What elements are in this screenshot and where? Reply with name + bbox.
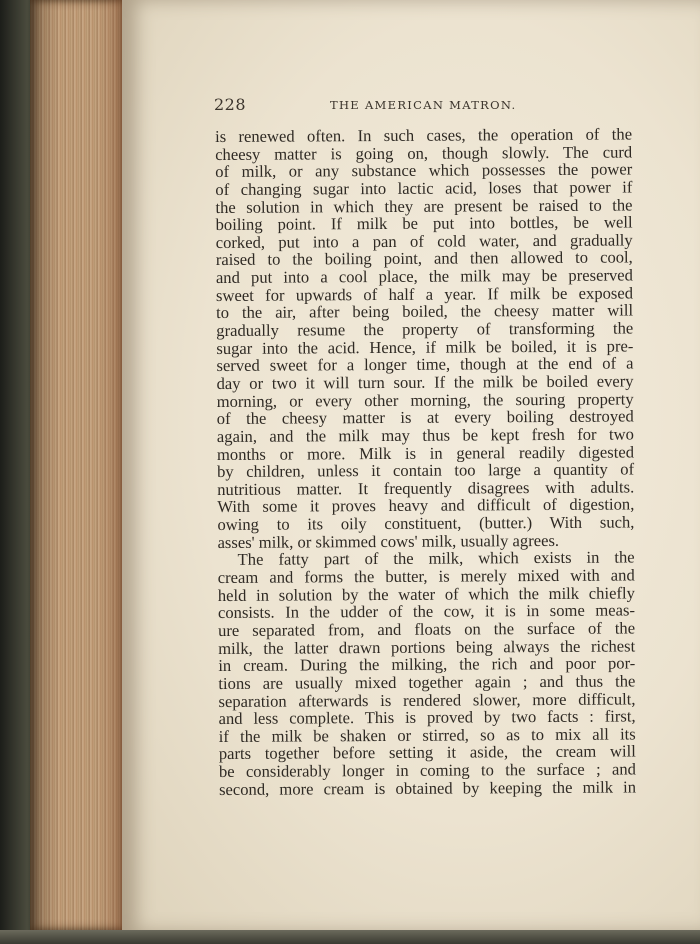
body-text bbox=[215, 125, 636, 798]
text-line: gradually resume the property of transforming the bbox=[216, 318, 634, 341]
text-line: With some it proves heavy and difficult of digestion, bbox=[217, 494, 635, 517]
text-line: cream and forms the butter, is merely mixed with and bbox=[217, 565, 635, 588]
text-line: separation afterwards is rendered slower, more difficult, bbox=[218, 688, 636, 711]
text-line: the solution in which they are present be raised to the bbox=[215, 195, 633, 217]
text-line: by children, unless it contain too large a quantity of bbox=[217, 459, 635, 482]
text-line: of milk, or any substance which possesses the power bbox=[215, 159, 633, 182]
text-line: be considerably longer in coming to the surface ; and bbox=[218, 759, 636, 782]
text-line: consists. In the udder of the cow, it is in some meas- bbox=[217, 600, 636, 623]
text-line: in cream. During the milking, the rich and poor por- bbox=[218, 653, 636, 676]
text-line: sweet for upwards of half a year. If milk be exposed bbox=[215, 283, 634, 305]
text-line: of the cheesy matter is at every boiling destroyed bbox=[216, 406, 634, 429]
book-cover-edge bbox=[0, 0, 34, 944]
text-line: sugar into the acid. Hence, if milk be boiled, it is pre- bbox=[216, 336, 634, 358]
page-header bbox=[214, 95, 634, 115]
text-line: and less complete. This is proved by two facts : first, bbox=[218, 706, 636, 729]
text-line: milk, the latter drawn portions being always the richest bbox=[218, 636, 636, 658]
bottom-edge bbox=[0, 930, 700, 944]
text-line: of changing sugar into lactic acid, loses that power if bbox=[215, 177, 633, 199]
text-line: corked, put into a pan of cold water, and gradually bbox=[215, 230, 633, 252]
text-line: parts together before setting it aside, the cream will bbox=[218, 741, 636, 764]
text-line: tions are usually mixed together again ; and thus the bbox=[218, 671, 636, 693]
text-line: boiling point. If milk be put into bottles, be well bbox=[215, 212, 633, 235]
text-line: morning, or every other morning, the souring property bbox=[216, 389, 634, 411]
text-line: is renewed often. In such cases, the operation of the bbox=[214, 124, 633, 146]
text-line: held in solution by the water of which the milk chiefly bbox=[217, 583, 635, 605]
text-line: nutritious matter. It frequently disagrees with adults. bbox=[217, 477, 635, 499]
text-line: served sweet for a longer time, though at the end of a bbox=[216, 353, 634, 376]
text-line: months or more. Milk is in general readily digested bbox=[216, 441, 635, 464]
text-line: owing to its oily constituent, (butter.) With such, bbox=[217, 512, 635, 535]
text-line: to the air, after being boiled, the cheesy matter will bbox=[216, 300, 634, 323]
text-line: if the milk be shaken or stirred, so as to mix all its bbox=[218, 724, 636, 746]
text-line: cheesy matter is going on, though slowly. The curd bbox=[215, 142, 633, 164]
text-line: again, and the milk may thus be kept fresh for two bbox=[216, 424, 634, 446]
text-line: ure separated from, and floats on the surface of the bbox=[218, 618, 636, 640]
page-edges-shadow bbox=[30, 0, 126, 930]
text-line: second, more cream is obtained by keeping the milk in bbox=[218, 777, 637, 799]
page-number: 228 bbox=[214, 95, 247, 114]
text-line: raised to the boiling point, and then allowed to cool, bbox=[215, 247, 633, 270]
text-line: day or two it will turn sour. If the milk be boiled every bbox=[216, 371, 634, 393]
running-head: THE AMERICAN MATRON. bbox=[330, 98, 517, 112]
text-line: The fatty part of the milk, which exists in the bbox=[237, 547, 635, 570]
text-line: asses' milk, or skimmed cows' milk, usually agrees. bbox=[217, 530, 560, 552]
text-line: and put into a cool place, the milk may be preserved bbox=[215, 265, 633, 288]
